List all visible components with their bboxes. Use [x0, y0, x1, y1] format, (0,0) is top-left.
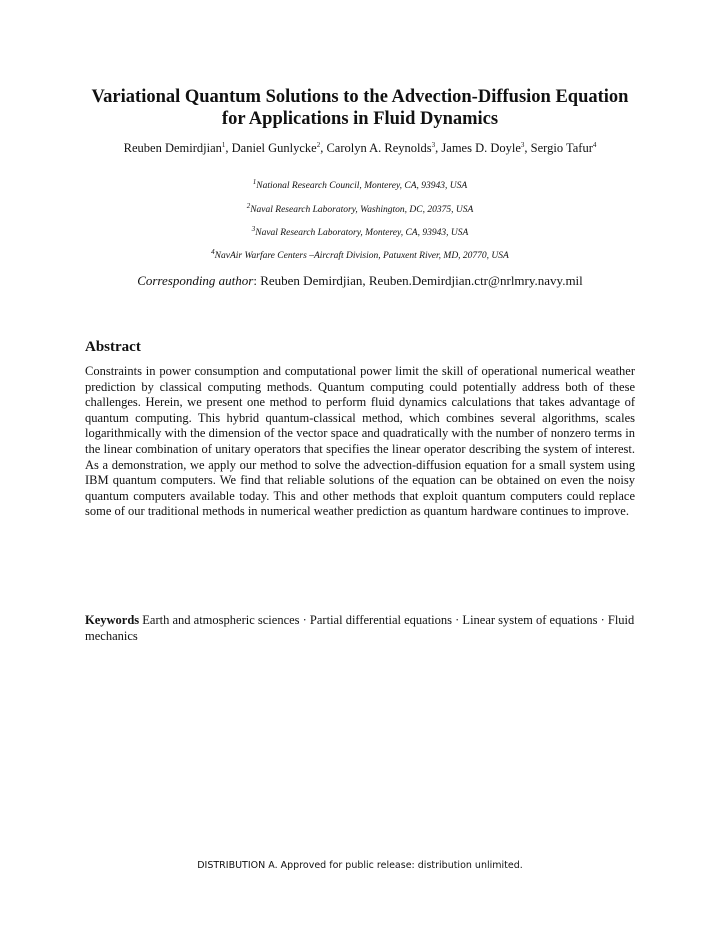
corresponding-author	[40, 273, 680, 289]
abstract-text: Constraints in power consumption and computational power limit the skill of operational numerical weather prediction by classical computing methods. Quantum computing could potentially address both of these challenges. Herein, we present one method to perform fluid dynamics calculations that takes advantage of quantum computing. This hybrid quantum-classical method, which combines several algorithms, scales logarithmically with the dimension of the vector space and quadratically with the number of nonzero terms in the linear combination of unitary operators that specifies the linear operator describing the system of interest. As a demonstration, we apply our method to solve the advection-diffusion equation for a small system using IBM quantum computers. We find that reliable solutions of the equation can be obtained on even the noisy quantum computers available today. This and other methods that exploit quantum computers could replace some of our traditional methods in numerical weather prediction as quantum hardware continues to improve.	[85, 364, 635, 519]
corresponding-text: : Reuben Demirdjian, Reuben.Demirdjian.ctr@nrlmry.navy.mil	[253, 273, 583, 288]
affiliation: $^4$NavAir Warfare Centers –Aircraft Division, Patuxent River, MD, 20770, USA	[211, 247, 509, 261]
author: Sergio Tafur$^4$	[530, 140, 597, 155]
title-line-2: for Applications in Fluid Dynamics	[221, 109, 499, 129]
affiliation: $^2$Naval Research Laboratory, Washington, DC, 20375, USA	[246, 201, 474, 215]
author-list	[40, 140, 680, 156]
affiliation: $^1$National Research Council, Monterey, CA, 93943, USA	[252, 177, 468, 191]
affiliation: $^3$Naval Research Laboratory, Monterey, CA, 93943, USA	[251, 224, 469, 238]
author: Carolyn A. Reynolds$^3$,	[326, 140, 442, 155]
author: Daniel Gunlycke$^2$,	[231, 140, 327, 155]
paper-title	[60, 86, 660, 130]
abstract-heading: Abstract	[85, 339, 141, 355]
keywords	[85, 613, 635, 644]
keywords-text: Earth and atmospheric sciences · Partial differential equations · Linear system of equations · Fluid mechanics	[85, 613, 635, 643]
keywords-label: Keywords	[85, 613, 140, 627]
distribution-footer: DISTRIBUTION A. Approved for public release: distribution unlimited.	[197, 860, 523, 871]
title-line-1: Variational Quantum Solutions to the Advection-Diffusion Equation	[91, 87, 629, 107]
author: Reuben Demirdjian$^1$,	[123, 140, 232, 155]
author: James D. Doyle$^3$,	[441, 140, 531, 155]
corresponding-label: Corresponding author	[137, 273, 254, 288]
